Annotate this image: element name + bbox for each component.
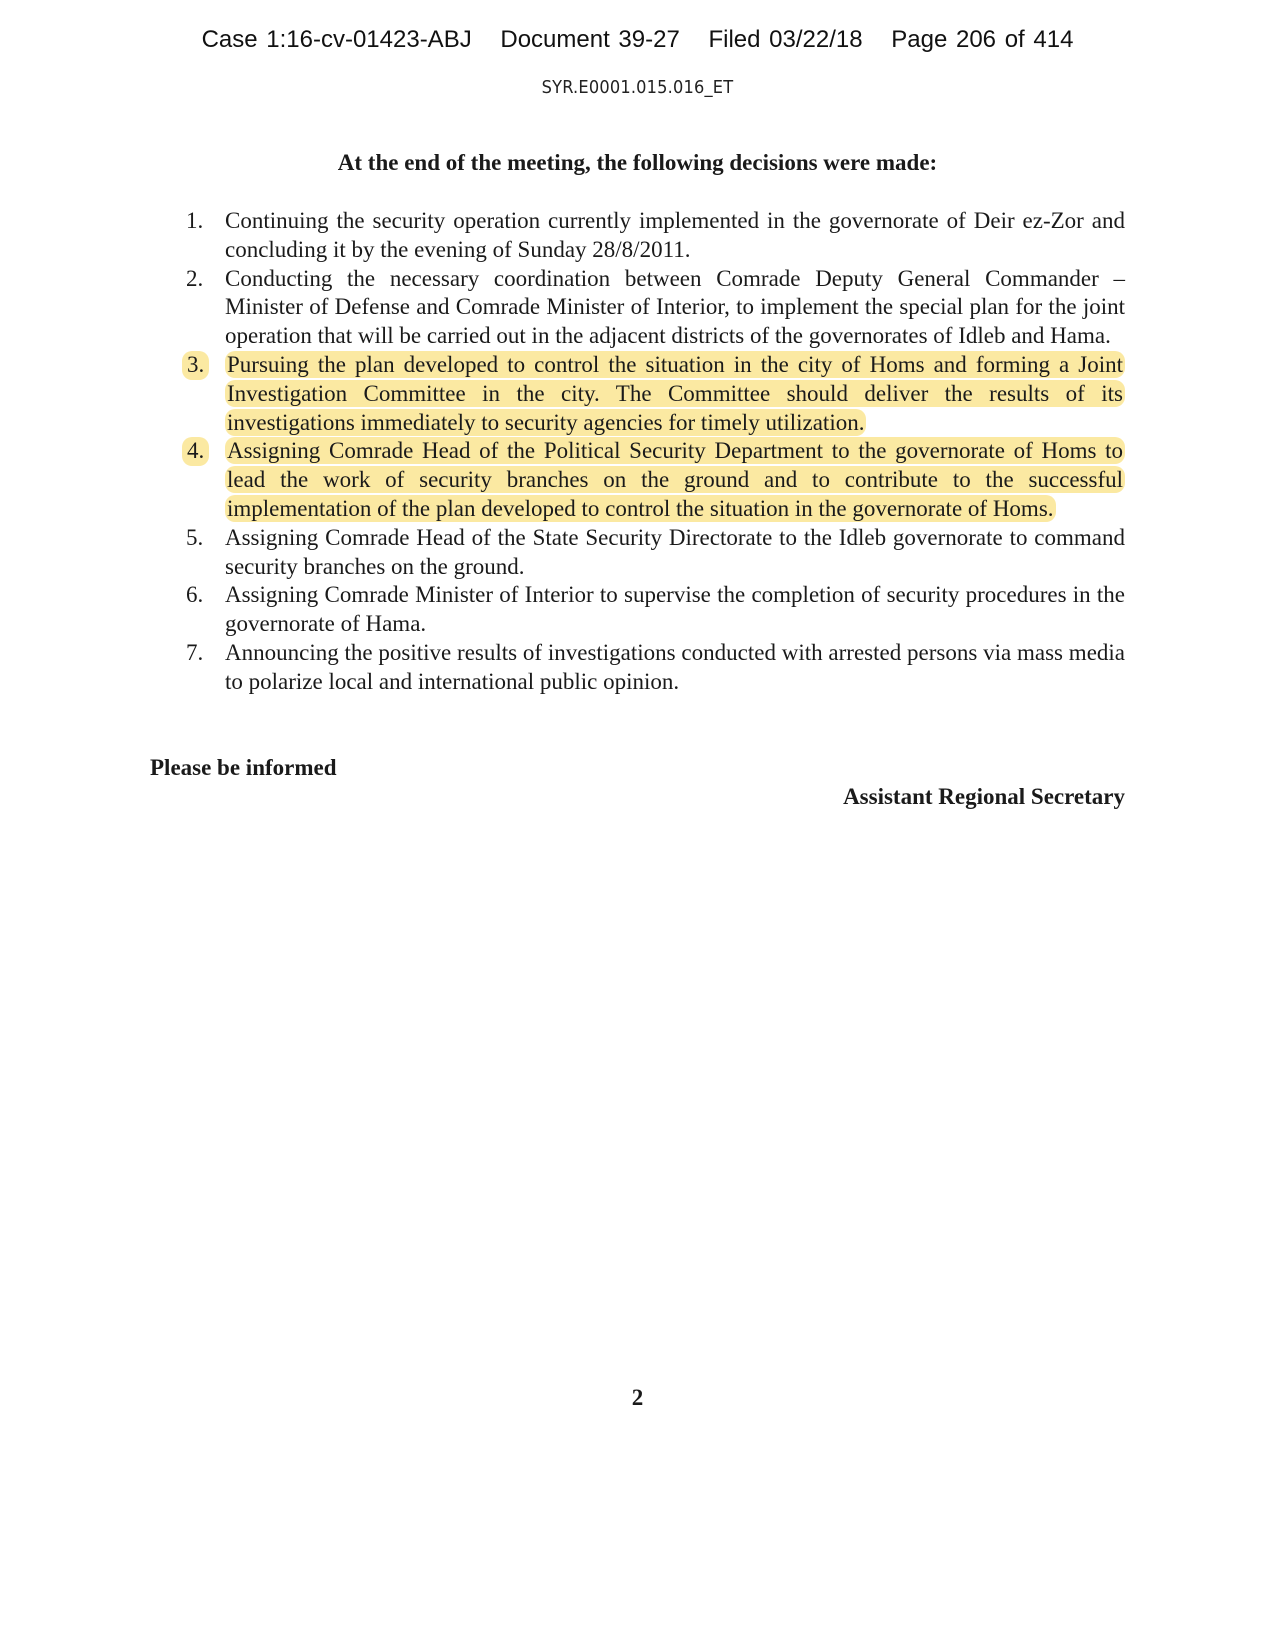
decision-text-highlighted: Assigning Comrade Head of the Political Security Department to the governorate of Homs to lead the work of security branches on the ground and to contribute to the successful implementation of the plan developed to control the situation in the governorate of Homs. <box>227 438 1123 521</box>
decision-text: Assigning Comrade Minister of Interior to supervise the completion of security procedures in the governorate of Hama. <box>225 582 1125 637</box>
document-id: SYR.E0001.015.016_ET <box>541 77 734 98</box>
decision-item-highlighted <box>180 351 1125 437</box>
decision-number: 7. <box>186 639 204 665</box>
decision-number: 1. <box>186 208 204 233</box>
decision-text: Assigning Comrade Head of the State Security Directorate to the Idleb governorate to command security branches on the ground. <box>225 524 1125 579</box>
decision-number: 5. <box>186 524 204 550</box>
decision-text: Announcing the positive results of investigations conducted with arrested persons via mass media to polarize local and international public opinion. <box>225 639 1125 694</box>
document-number: Document 39-27 <box>500 26 680 53</box>
decision-item-highlighted <box>180 437 1125 523</box>
decisions-heading: At the end of the meeting, the following decisions were made: <box>337 150 938 175</box>
decision-item <box>180 265 1125 351</box>
decision-number: 2. <box>186 265 204 291</box>
decision-number: 4. <box>182 437 209 466</box>
decision-item <box>180 524 1125 582</box>
signature-title: Assistant Regional Secretary <box>843 784 1125 809</box>
page-of-total: Page 206 of 414 <box>891 26 1074 53</box>
decision-number: 6. <box>186 582 204 608</box>
filed-date: Filed 03/22/18 <box>708 26 863 53</box>
decision-item <box>180 639 1125 697</box>
page-number: 2 <box>631 1385 644 1410</box>
decision-item <box>180 207 1125 265</box>
case-number: Case 1:16-cv-01423-ABJ <box>201 26 472 53</box>
decision-item <box>180 581 1125 639</box>
decision-text: Conducting the necessary coordination between Comrade Deputy General Commander – Minister of Defense and Comrade Minister of Interior, to implement the special plan for the joint operation that will be carried out in the adjacent districts of the governorates of Idleb and Hama. <box>225 265 1125 349</box>
decision-number: 3. <box>182 351 209 380</box>
decision-text: Continuing the security operation currently implemented in the governorate of Deir ez-Zor and concluding it by the evening of Sunday 28/8/2011. <box>225 208 1125 262</box>
court-filing-stamp <box>0 26 1275 54</box>
decisions-list <box>180 207 1125 697</box>
closing-line: Please be informed <box>150 755 337 780</box>
decision-text-highlighted: Pursuing the plan developed to control the situation in the city of Homs and forming a Joint Investigation Committee in the city. The Committee should deliver the results of its investigations immediately to security agencies for timely utilization. <box>227 351 1123 435</box>
